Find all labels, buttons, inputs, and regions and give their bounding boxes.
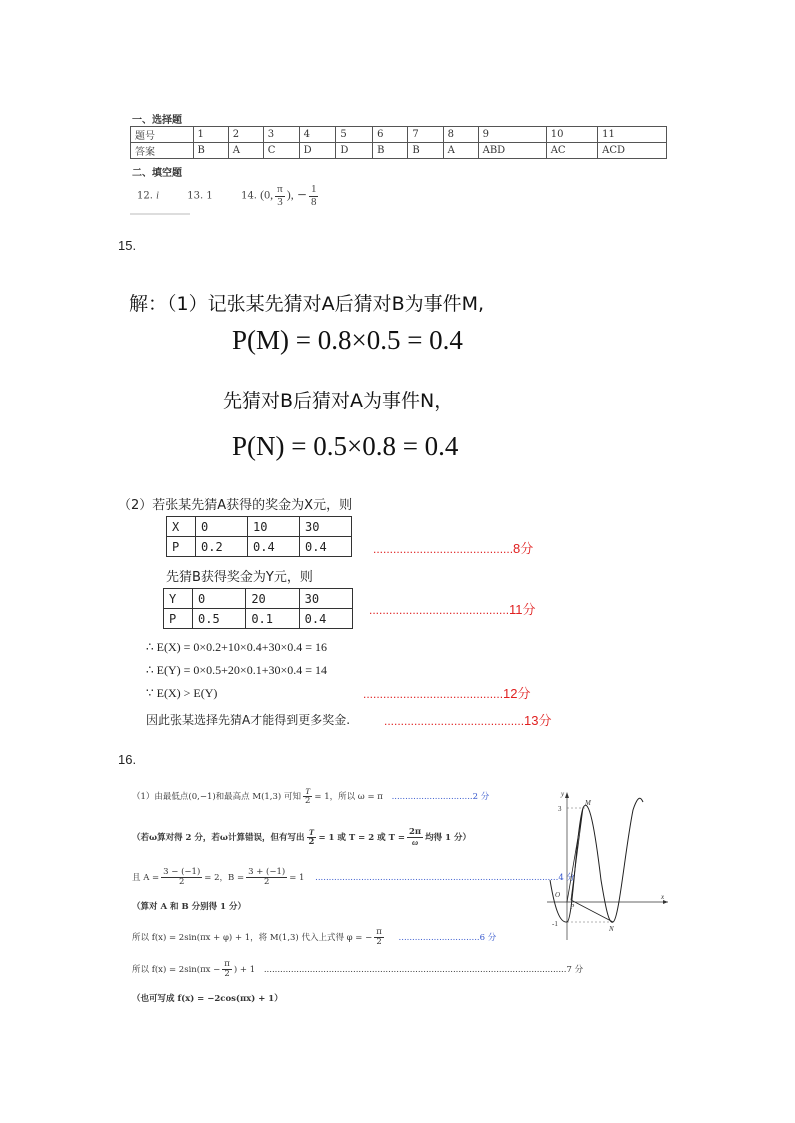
table-cell: B xyxy=(193,143,228,159)
table-cell: D xyxy=(299,143,336,159)
q14-fraction-1-8: $\frac{1}{8}$ xyxy=(310,183,317,208)
fraction-pi-2: $\frac{\pi}{2}$ xyxy=(224,959,230,979)
score-4: 4 分 xyxy=(558,873,575,883)
origin-label: O xyxy=(555,891,561,899)
table-cell: 6 xyxy=(373,127,408,143)
q15-line2: 先猜对B后猜对A为事件N， xyxy=(223,390,454,412)
table-cell: 0 xyxy=(193,589,246,609)
fraction-pi-2: $\frac{\pi}{2}$ xyxy=(376,927,382,947)
fraction-2pi-omega: $\frac{2\pi}{\omega}$ xyxy=(408,827,422,847)
table-cell: 0.4 xyxy=(300,537,352,557)
fraction-t-2: $\frac{T}{2}$ xyxy=(308,827,315,847)
table-cell: 7 xyxy=(408,127,443,143)
expectation-compare: ∵ E(X) > E(Y) xyxy=(146,686,218,700)
fill-answers xyxy=(137,184,320,212)
table-cell: 30 xyxy=(299,589,352,609)
table-cell: X xyxy=(167,517,196,537)
table-cell: 2 xyxy=(228,127,263,143)
answer-table xyxy=(130,126,667,159)
fraction-a: $\frac{3 - (-1)}{2}$ xyxy=(163,867,201,887)
table-cell: AC xyxy=(546,143,597,159)
point-p-label: P xyxy=(570,903,575,911)
table-cell: 0.4 xyxy=(299,609,352,629)
section1-title: 一、选择题 xyxy=(132,115,182,126)
q13-answer: 13. 1 xyxy=(187,190,213,202)
q16-line2: （若ω算对得 2 分，若ω计算错误，但有写出 $\frac{T}{2}$ = 1 或 T = 2 或 T = $\frac{2\pi}{\omega}$ 均得 1 分） xyxy=(132,827,471,847)
score-marker-13: ..........................................13分 xyxy=(384,713,552,728)
expectation-x: ∴ E(X) = 0×0.2+10×0.4+30×0.4 = 16 xyxy=(146,640,327,654)
table-cell: B xyxy=(373,143,408,159)
fraction-t-2: $\frac{T}{2}$ xyxy=(304,786,311,806)
table-cell: 答案 xyxy=(131,143,194,159)
table-row xyxy=(164,589,353,609)
table-row xyxy=(164,609,353,629)
sine-curve xyxy=(550,798,643,922)
point-n-label: N xyxy=(609,925,614,933)
table-cell: ABD xyxy=(478,143,546,159)
score-marker-8: ..........................................8分 xyxy=(373,541,534,556)
q14-point-open: (0, xyxy=(260,187,274,202)
y-tick-3: 3 xyxy=(558,805,562,813)
section2-title: 二、填空题 xyxy=(132,168,182,179)
score-2: 2 分 xyxy=(472,792,490,802)
q15-conclusion: 因此张某选择先猜A才能得到更多奖金. xyxy=(146,713,351,727)
table-cell: 8 xyxy=(443,127,478,143)
point-m-label: M xyxy=(585,799,591,807)
function-graph xyxy=(543,790,668,940)
score-6: 6 分 xyxy=(479,933,497,943)
table-cell: A xyxy=(228,143,263,159)
q15-part2-intro: （2）若张某先猜A获得的奖金为X元，则 xyxy=(118,498,353,513)
score-marker-11: ..........................................11分 xyxy=(369,602,536,617)
expectation-y: ∴ E(Y) = 0×0.5+20×0.1+30×0.4 = 14 xyxy=(146,663,327,677)
table-cell: 0.1 xyxy=(246,609,299,629)
table-cell: ACD xyxy=(598,143,667,159)
score-marker-12: ..........................................12分 xyxy=(363,686,531,701)
q12-label: 12. xyxy=(137,190,153,202)
q16-line1: （1）由最低点(0,−1)和最高点 M(1,3) 可知 $\frac{T}{2}$ = 1，所以 ω = π ..............................2 分 xyxy=(132,786,490,806)
table-x-distribution xyxy=(166,516,352,557)
q16-line4: （算对 A 和 B 分别得 1 分） xyxy=(132,902,246,912)
score-12: 12分 xyxy=(503,686,531,701)
table-cell: P xyxy=(167,537,196,557)
table-cell: D xyxy=(336,143,373,159)
table-cell: 9 xyxy=(478,127,546,143)
table-row xyxy=(131,143,667,159)
score-7: 7 分 xyxy=(566,965,584,975)
q14-fraction-pi-3: $\frac{\pi}{3}$ xyxy=(277,183,283,208)
q15-formula-pn: P(N) = 0.5×0.8 = 0.4 xyxy=(232,431,459,461)
table-row xyxy=(131,127,667,143)
table-cell: 0.5 xyxy=(193,609,246,629)
q14-point-close: ), xyxy=(286,187,294,202)
table-cell: 0 xyxy=(196,517,248,537)
table-cell: P xyxy=(164,609,193,629)
table-cell: Y xyxy=(164,589,193,609)
y-tick-neg-1: -1 xyxy=(552,920,558,928)
q15-intro-y: 先猜B获得奖金为Y元，则 xyxy=(166,570,313,585)
score-11: 11分 xyxy=(509,602,536,617)
table-cell: 10 xyxy=(546,127,597,143)
table-cell: 3 xyxy=(263,127,299,143)
q12-answer: i xyxy=(156,190,159,202)
q16-number: 16. xyxy=(118,752,137,767)
table-row xyxy=(167,517,352,537)
table-cell: 0.4 xyxy=(248,537,300,557)
y-axis-label: y xyxy=(561,790,565,798)
table-cell: 20 xyxy=(246,589,299,609)
table-cell: 10 xyxy=(248,517,300,537)
q16-line7: （也可写成 f(x) = −2cos(πx) + 1） xyxy=(132,994,283,1004)
table-cell: 题号 xyxy=(131,127,194,143)
q15-solution-line1: 解：（1）记张某先猜对A后猜对B为事件M, xyxy=(129,293,485,315)
table-cell: 5 xyxy=(336,127,373,143)
q14-minus: − xyxy=(296,187,307,202)
table-row xyxy=(167,537,352,557)
y-axis-arrow xyxy=(565,792,569,798)
q14-label: 14. xyxy=(241,190,257,202)
q16-line3: 且 A = $\frac{3 - (-1)}{2}$ = 2，B = $\frac{3 + (-1)}{2}$ = 1 ..........................................................................................4 分 xyxy=(132,867,575,887)
table-cell: 0.2 xyxy=(196,537,248,557)
table-cell: 1 xyxy=(193,127,228,143)
table-cell: 30 xyxy=(300,517,352,537)
score-8: 8分 xyxy=(513,541,534,556)
x-axis-label: x xyxy=(661,893,665,901)
table-y-distribution xyxy=(163,588,353,629)
score-13: 13分 xyxy=(524,713,552,728)
table-cell: A xyxy=(443,143,478,159)
q15-formula-pm: P(M) = 0.8×0.5 = 0.4 xyxy=(232,325,463,355)
fraction-b: $\frac{3 + (-1)}{2}$ xyxy=(248,867,286,887)
q16-line5: 所以 f(x) = 2sin(πx + φ) + 1，将 M(1,3) 代入上式得 φ = − $\frac{\pi}{2}$ ..............................6 分 xyxy=(132,927,497,947)
cropped-divider xyxy=(130,213,190,215)
table-cell: 11 xyxy=(598,127,667,143)
table-cell: 4 xyxy=(299,127,336,143)
q16-line6: 所以 f(x) = 2sin(πx − $\frac{\pi}{2}$ ) + 1 ................................................................................................................7 分 xyxy=(132,959,584,979)
table-cell: B xyxy=(408,143,443,159)
q15-number: 15. xyxy=(118,238,137,253)
table-cell: C xyxy=(263,143,299,159)
